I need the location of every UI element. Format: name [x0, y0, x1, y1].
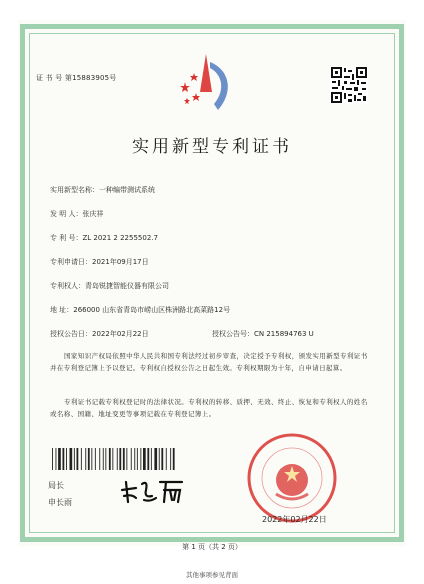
inventor-label: 发 明 人：	[50, 210, 83, 218]
page-number: 第 1 页（共 2 页）	[182, 543, 242, 551]
official-seal-icon	[246, 432, 338, 524]
address-row	[50, 305, 230, 315]
signature-date: 2022年02月22日	[262, 515, 327, 524]
patent-number-value: ZL 2021 2 2255502.7	[82, 234, 158, 242]
cnipa-logo-icon	[170, 52, 242, 114]
grant-number-value: CN 215894763 U	[254, 330, 314, 338]
patentee-value: 青岛锐捷智能仪器有限公司	[85, 282, 169, 290]
utility-model-name-value: 一种编带测试系统	[99, 186, 155, 194]
qr-code-icon	[330, 66, 368, 104]
grant-number-label: 授权公告号：	[212, 330, 254, 338]
inventor-row	[50, 209, 103, 219]
patentee-label: 专利权人：	[50, 282, 85, 290]
filing-date-row	[50, 257, 149, 267]
handwritten-signature-icon	[118, 476, 188, 506]
grant-number-row	[212, 329, 314, 339]
address-value: 266000 山东省青岛市崂山区株洲路北高菜路12号	[73, 306, 231, 314]
utility-model-name-row	[50, 185, 155, 195]
barcode-icon	[52, 448, 178, 470]
patentee-row	[50, 281, 169, 291]
back-page-note: 其他事项参见背面	[186, 571, 238, 579]
certificate-number: 证 书 号 第15883905号	[36, 74, 117, 82]
grant-date-row	[50, 329, 149, 339]
filing-date-value: 2021年09月17日	[92, 258, 149, 266]
signatory-name: 申长雨	[48, 498, 72, 507]
patent-number-label: 专 利 号：	[50, 234, 83, 242]
inventor-value: 张庆祥	[82, 210, 104, 218]
address-label: 地 址：	[50, 306, 74, 314]
signatory-title: 局长	[48, 481, 64, 490]
certificate-title: 实用新型专利证书	[132, 137, 292, 157]
grant-date-value: 2022年02月22日	[92, 330, 149, 338]
patent-number-row	[50, 233, 158, 243]
certificate-paragraph-1: 国家知识产权局依照中华人民共和国专利法经过初步审查，决定授予专利权，颁发实用新型专利证书并在专利登记簿上予以登记。专利权自授权公告之日起生效。专利权期限为十年，自申请日起算。	[50, 352, 368, 372]
filing-date-label: 专利申请日：	[50, 258, 92, 266]
utility-model-name-label: 实用新型名称：	[50, 186, 99, 194]
certificate-paragraph-2: 专利证书记载专利权登记时的法律状况。专利权的转移、质押、无效、终止、恢复和专利权人的姓名或名称、国籍、地址变更等事项记载在专利登记簿上。	[50, 398, 368, 418]
grant-date-label: 授权公告日：	[50, 330, 92, 338]
